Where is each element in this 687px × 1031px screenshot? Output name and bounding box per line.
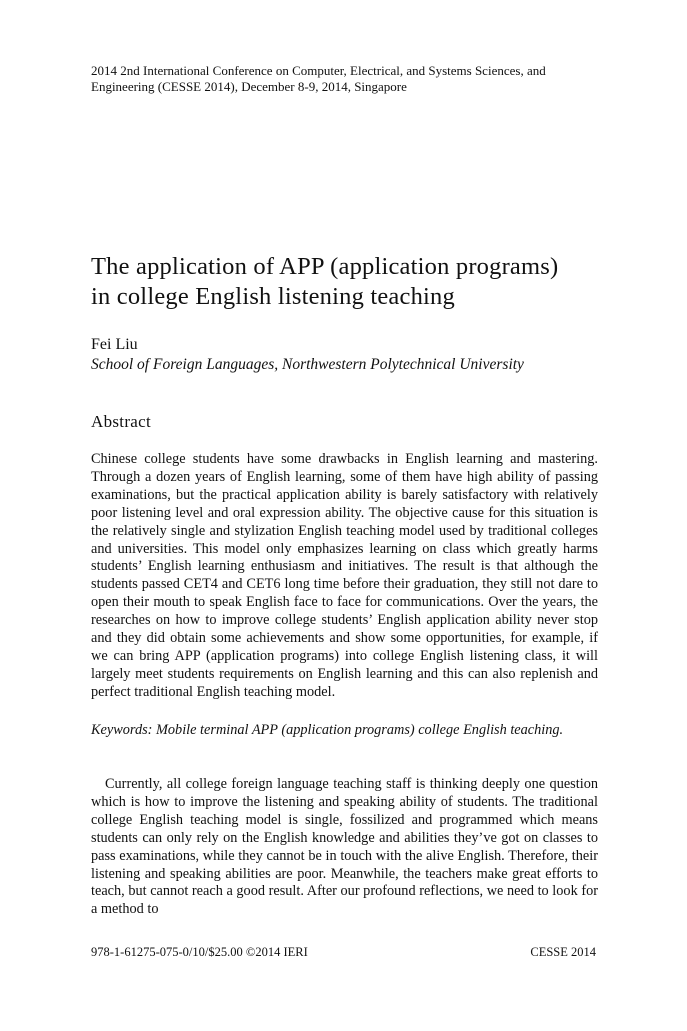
abstract-text: Chinese college students have some drawbacks in English learning and mastering. Through a dozen years of English learning, some of them have high ability of passing examinations, but the practical application ability is barely satisfactory with relatively poor listening level and oral expression ability. The objective cause for this situation is the relatively single and stylization English teaching model used by traditional colleges and universities. This model only emphasizes learning on class which greatly harms students’ English learning enthusiasm and initiatives. The result is that although the students passed CET4 and CET6 long time before their graduation, they still not dare to open their mouth to speak English face to face for communications. Over the years, the researches on how to improve college students’ English application ability never stop and they did obtain some achievements and show some opportunities, for example, if we can bring APP (application programs) into college English listening class, it will largely meet students requirements on English learning and this can also replenish and perfect traditional English teaching model. — [91, 451, 598, 700]
footer-conference: CESSE 2014 — [530, 945, 596, 959]
conference-line-1: 2014 2nd International Conference on Computer, Electrical, and Systems Sciences, and — [91, 63, 546, 78]
paper-title — [91, 252, 631, 312]
footer-isbn: 978-1-61275-075-0/10/$25.00 ©2014 IERI — [91, 945, 308, 959]
title-line-1: The application of APP (application programs) — [91, 253, 559, 280]
conference-line-2: Engineering (CESSE 2014), December 8-9, 2014, Singapore — [91, 79, 407, 94]
title-line-2: in college English listening teaching — [91, 283, 455, 310]
abstract-heading: Abstract — [91, 412, 151, 431]
author-affiliation: School of Foreign Languages, Northwestern Polytechnical University — [91, 356, 524, 373]
keywords: Keywords: Mobile terminal APP (application programs) college English teaching. — [91, 722, 564, 738]
author-name: Fei Liu — [91, 336, 138, 353]
body-paragraph: Currently, all college foreign language teaching staff is thinking deeply one question which is how to improve the listening and speaking ability of students. The traditional college English teaching model is single, fossilized and programmed which means students can only rely on the English knowledge and abilities they’ve got on classes to pass examinations, while they cannot be in touch with the alive English. Therefore, their listening and speaking abilities are poor. Meanwhile, the teachers make great efforts to teach, but cannot reach a good result. After our profound reflections, we need to look for a method to — [91, 776, 598, 918]
conference-header — [91, 63, 611, 95]
